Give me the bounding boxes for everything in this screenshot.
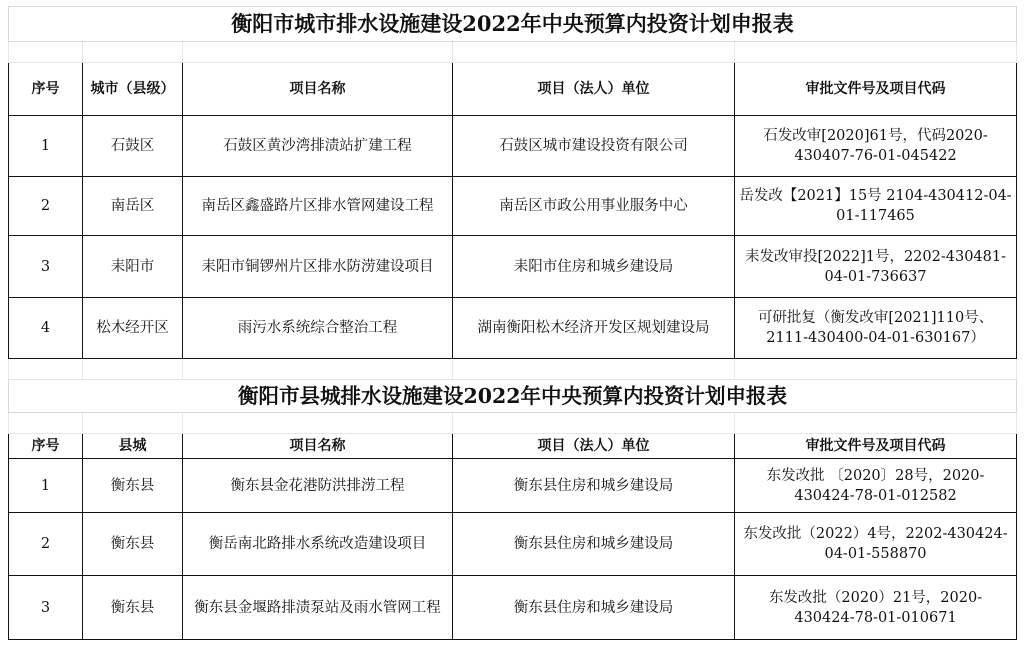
cell-approval: 可研批复（衡发改审[2021]110号、2111-430400-04-01-630167） [735,298,1017,359]
cell-unit: 南岳区市政公用事业服务中心 [453,177,735,236]
table1-title-row [9,7,1017,42]
report-table [8,6,1017,640]
table-row [9,116,1017,177]
cell-no: 2 [9,177,83,236]
cell-no: 1 [9,116,83,177]
cell-project: 耒阳市铜锣州片区排水防涝建设项目 [183,236,453,298]
cell-approval: 耒发改审投[2022]1号，2202-430481-04-01-736637 [735,236,1017,298]
cell-city: 松木经开区 [83,298,183,359]
cell-approval: 东发改批（2022）4号，2202-430424-04-01-558870 [735,513,1017,576]
header-project: 项目名称 [183,63,453,116]
cell-city: 衡东县 [83,513,183,576]
cell-city: 耒阳市 [83,236,183,298]
cell-project: 雨污水系统综合整治工程 [183,298,453,359]
table-row [9,513,1017,576]
spreadsheet [8,6,1016,640]
cell-approval: 石发改审[2020]61号，代码2020-430407-76-01-045422 [735,116,1017,177]
spacer-row [9,42,1017,63]
table-row [9,177,1017,236]
cell-unit: 耒阳市住房和城乡建设局 [453,236,735,298]
cell-no: 2 [9,513,83,576]
cell-project: 南岳区鑫盛路片区排水管网建设工程 [183,177,453,236]
table-row [9,298,1017,359]
header-city: 城市（县级） [83,63,183,116]
cell-unit: 衡东县住房和城乡建设局 [453,459,735,513]
cell-project: 衡东县金花港防洪排涝工程 [183,459,453,513]
cell-no: 3 [9,236,83,298]
table2-title: 衡阳市县城排水设施建设2022年中央预算内投资计划申报表 [9,380,1017,413]
cell-unit: 石鼓区城市建设投资有限公司 [453,116,735,177]
spacer-row [9,359,1017,380]
cell-unit: 湖南衡阳松木经济开发区规划建设局 [453,298,735,359]
cell-city: 衡东县 [83,459,183,513]
table-row [9,459,1017,513]
cell-approval: 东发改批（2020）21号，2020-430424-78-01-010671 [735,576,1017,640]
cell-project: 衡岳南北路排水系统改造建设项目 [183,513,453,576]
cell-project: 衡东县金堰路排渍泵站及雨水管网工程 [183,576,453,640]
cell-unit: 衡东县住房和城乡建设局 [453,576,735,640]
cell-no: 4 [9,298,83,359]
cell-city: 石鼓区 [83,116,183,177]
cell-city: 南岳区 [83,177,183,236]
cell-no: 1 [9,459,83,513]
cell-no: 3 [9,576,83,640]
table1-header-row [9,63,1017,116]
header-no: 序号 [9,434,83,459]
header-city: 县城 [83,434,183,459]
header-unit: 项目（法人）单位 [453,434,735,459]
cell-approval: 东发改批 〔2020〕28号，2020-430424-78-01-012582 [735,459,1017,513]
cell-city: 衡东县 [83,576,183,640]
table1-title: 衡阳市城市排水设施建设2022年中央预算内投资计划申报表 [9,7,1017,42]
table-row [9,576,1017,640]
header-unit: 项目（法人）单位 [453,63,735,116]
table-row [9,236,1017,298]
cell-unit: 衡东县住房和城乡建设局 [453,513,735,576]
spacer-row [9,413,1017,434]
table2-header-row [9,434,1017,459]
cell-approval: 岳发改【2021】15号 2104-430412-04-01-117465 [735,177,1017,236]
table2-title-row [9,380,1017,413]
cell-project: 石鼓区黄沙湾排渍站扩建工程 [183,116,453,177]
header-project: 项目名称 [183,434,453,459]
header-approval: 审批文件号及项目代码 [735,63,1017,116]
header-approval: 审批文件号及项目代码 [735,434,1017,459]
header-no: 序号 [9,63,83,116]
